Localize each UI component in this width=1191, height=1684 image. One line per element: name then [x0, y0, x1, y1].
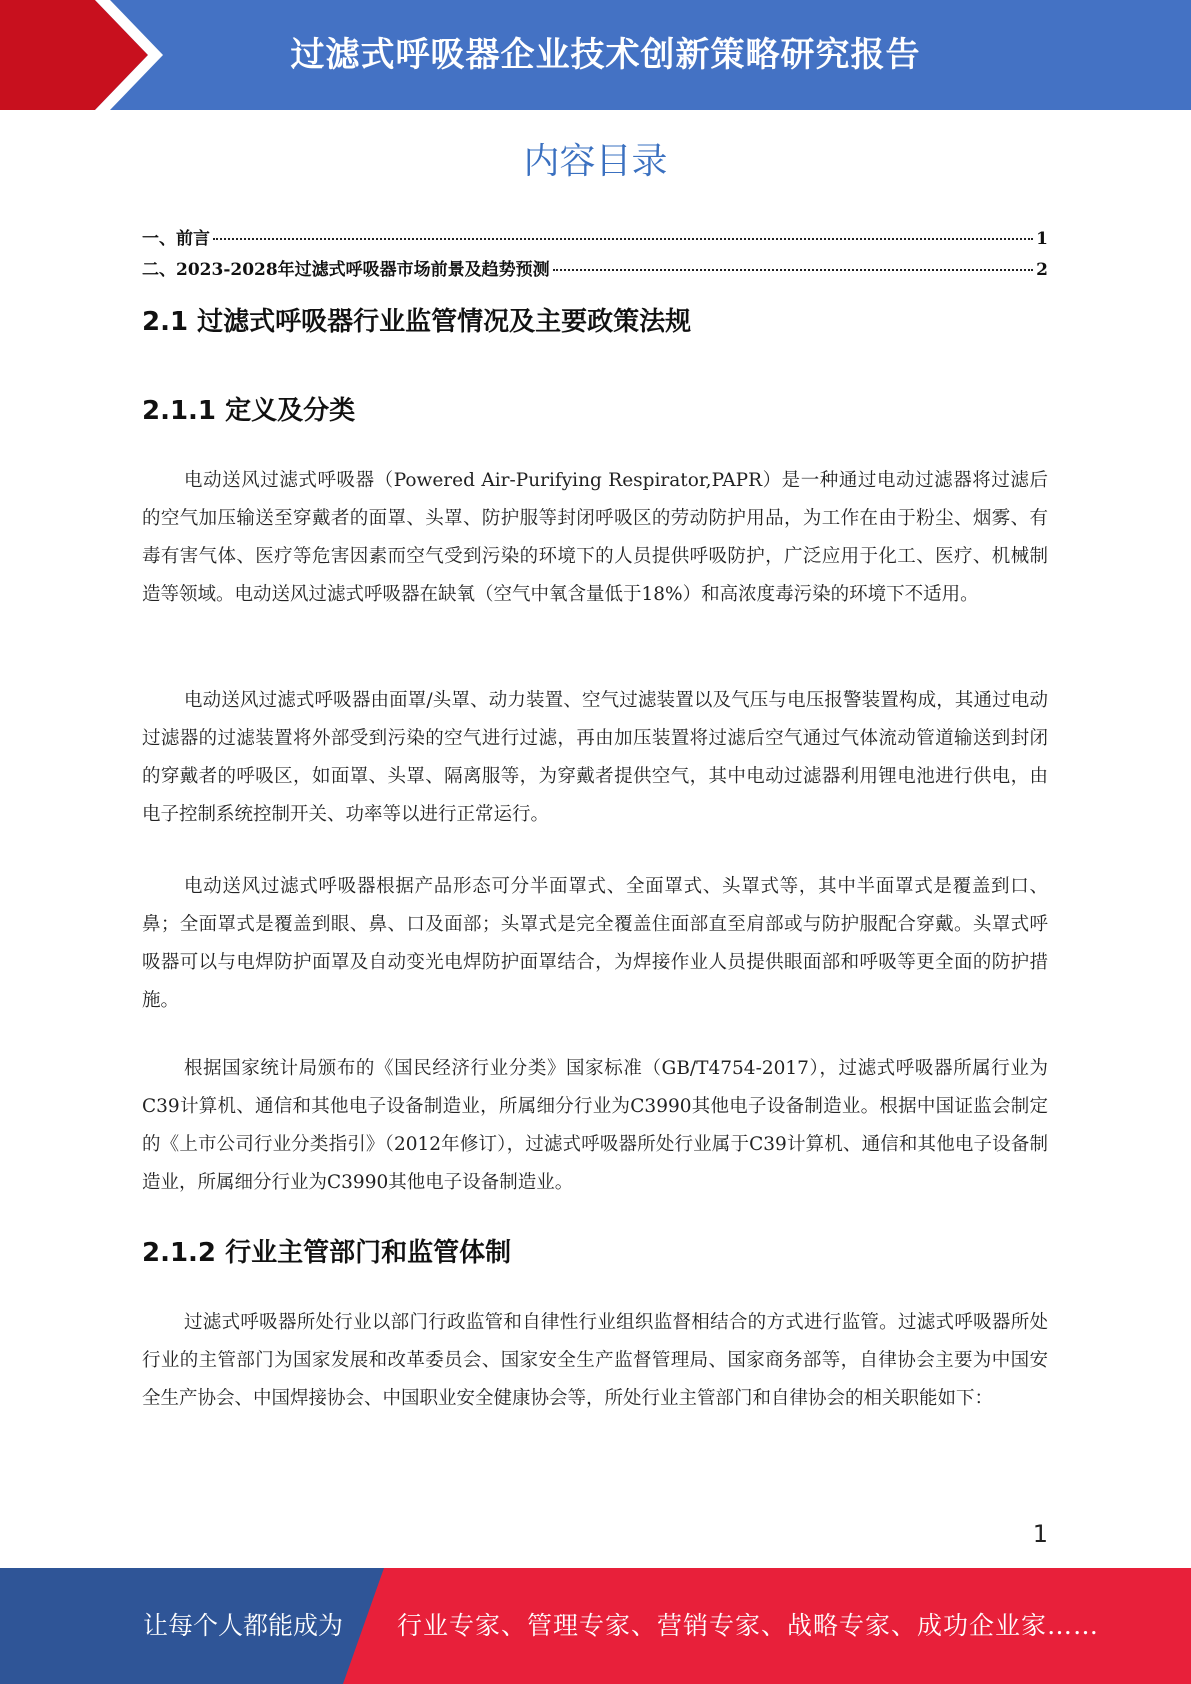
header-banner	[0, 0, 1191, 110]
paragraph-regulators: 过滤式呼吸器所处行业以部门行政监管和自律性行业组织监督相结合的方式进行监管。过滤式呼吸器所处行业的主管部门为国家发展和改革委员会、国家安全生产监督管理局、国家商务部等，自律协会主要为中国安全生产协会、中国焊接协会、中国职业安全健康协会等，所处行业主管部门和自律协会的相关职能如下：	[142, 1312, 1048, 1409]
toc-leader-dots	[553, 269, 1033, 271]
paragraph-industry-category: 根据国家统计局颁布的《国民经济行业分类》国家标准（GB/T4754-2017），过滤式呼吸器所属行业为C39计算机、通信和其他电子设备制造业，所属细分行业为C3990其他电子设备制造业。根据中国证监会制定的《上市公司行业分类指引》（2012年修订），过滤式呼吸器所处行业属于C39计算机、通信和其他电子设备制造业，所属细分行业为C3990其他电子设备制造业。	[142, 1058, 1048, 1193]
section-heading-2-1-1: 2.1.1 定义及分类	[142, 396, 356, 426]
paragraph-definition: 电动送风过滤式呼吸器（Powered Air-Purifying Respirator,PAPR）是一种通过电动过滤器将过滤后的空气加压输送至穿戴者的面罩、头罩、防护服等封闭呼吸区的劳动防护用品，为工作在由于粉尘、烟雾、有毒有害气体、医疗等危害因素而空气受到污染的环境下的人员提供呼吸防护，广泛应用于化工、医疗、机械制造等领域。电动送风过滤式呼吸器在缺氧（空气中氧含量低于18%）和高浓度毒污染的环境下不适用。	[142, 470, 1048, 605]
footer-slogan-right: 行业专家、管理专家、营销专家、战略专家、成功企业家……	[397, 1611, 1100, 1640]
footer-banner	[0, 1568, 1191, 1684]
toc-leader-dots	[213, 238, 1033, 240]
toc-entry-page: 2	[1036, 260, 1048, 280]
toc-entry-label: 一、前言	[142, 229, 210, 249]
table-of-contents	[142, 224, 1048, 286]
section-heading-2-1-2: 2.1.2 行业主管部门和监管体制	[142, 1238, 512, 1268]
toc-entry-market-outlook[interactable]	[142, 255, 1048, 286]
toc-entry-label: 二、2023-2028年过滤式呼吸器市场前景及趋势预测	[142, 260, 550, 280]
section-heading-2-1: 2.1 过滤式呼吸器行业监管情况及主要政策法规	[142, 307, 692, 337]
page-number: 1	[1032, 1520, 1048, 1548]
toc-entry-page: 1	[1036, 229, 1048, 249]
toc-entry-preface[interactable]	[142, 224, 1048, 255]
toc-title: 内容目录	[523, 141, 668, 182]
report-title: 过滤式呼吸器企业技术创新策略研究报告	[290, 35, 921, 75]
paragraph-classification: 电动送风过滤式呼吸器根据产品形态可分半面罩式、全面罩式、头罩式等，其中半面罩式是覆盖到口、鼻；全面罩式是覆盖到眼、鼻、口及面部；头罩式是完全覆盖住面部直至肩部或与防护服配合穿戴。头罩式呼吸器可以与电焊防护面罩及自动变光电焊防护面罩结合，为焊接作业人员提供眼面部和呼吸等更全面的防护措施。	[142, 876, 1048, 1011]
footer-slogan-left: 让每个人都能成为	[143, 1611, 344, 1640]
paragraph-composition: 电动送风过滤式呼吸器由面罩/头罩、动力装置、空气过滤装置以及气压与电压报警装置构成，其通过电动过滤器的过滤装置将外部受到污染的空气进行过滤，再由加压装置将过滤后空气通过气体流动管道输送到封闭的穿戴者的呼吸区，如面罩、头罩、隔离服等，为穿戴者提供空气，其中电动过滤器利用锂电池进行供电，由电子控制系统控制开关、功率等以进行正常运行。	[142, 690, 1048, 825]
